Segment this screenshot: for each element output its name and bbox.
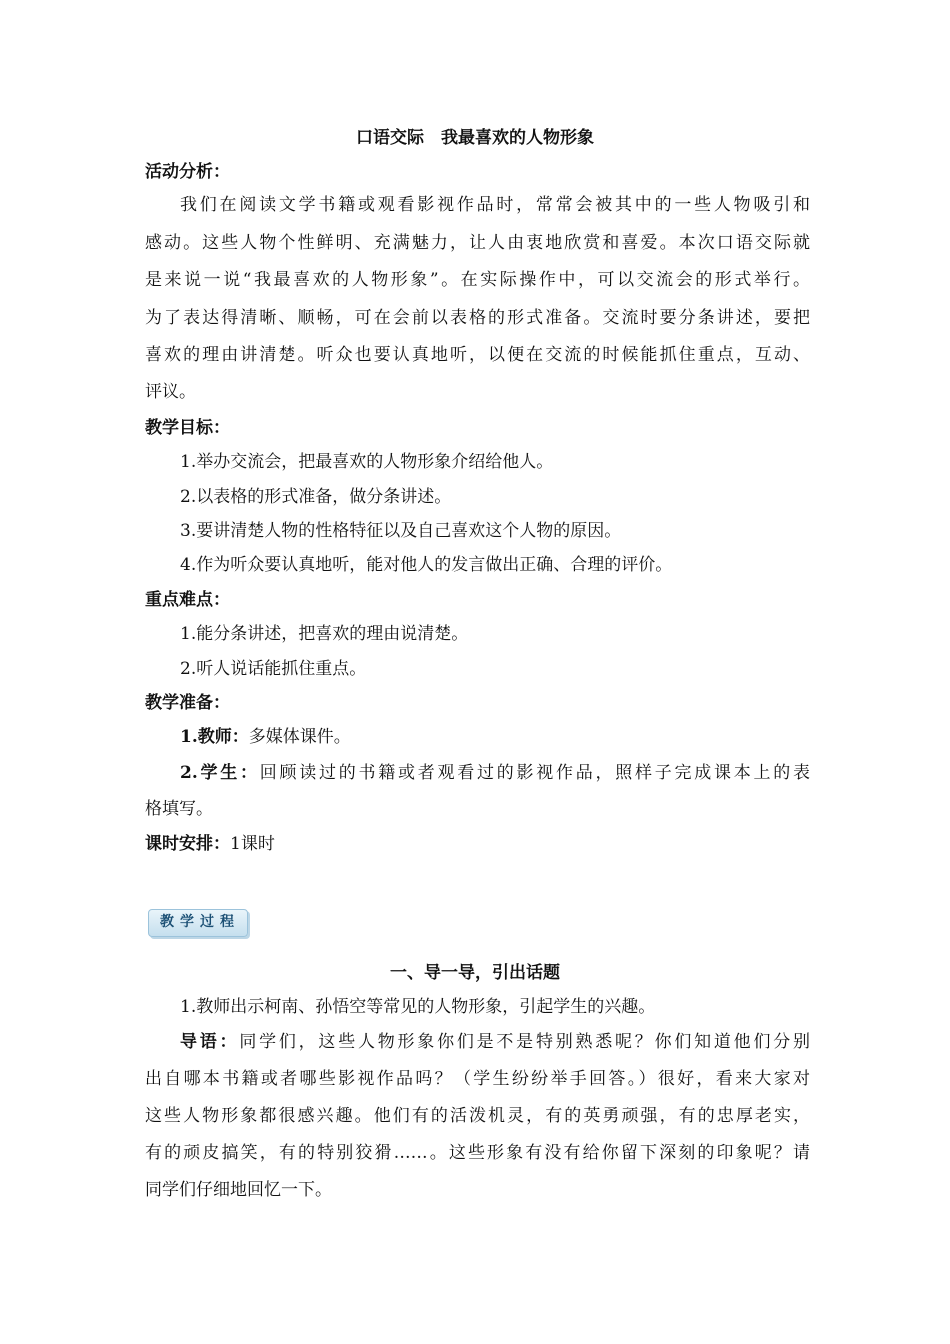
page-title: 口语交际 我最喜欢的人物形象 [356,128,594,148]
goal-item: 4.作为听众要认真地听，能对他人的发言做出正确、合理的评价。 [180,555,673,575]
goal-item: 3.要讲清楚人物的性格特征以及自己喜欢这个人物的原因。 [180,521,622,541]
goal-item: 2.以表格的形式准备，做分条讲述。 [180,487,452,507]
prep-teacher [180,725,810,749]
keypoint-item: 1.能分条讲述，把喜欢的理由说清楚。 [180,624,469,644]
part1-guide [180,1030,810,1054]
guide-line: 出自哪本书籍或者哪些影视作品吗？（学生纷纷举手回答。）很好，看来大家对 [145,1069,810,1089]
analysis-line: 是来说一说“我最喜欢的人物形象”。在实际操作中，可以交流会的形式举行。 [145,270,810,290]
prep-teacher-label: 1.教师： [180,727,249,747]
prep-student-label: 2.学生： [180,763,260,783]
guide-text: 同学们，这些人物形象你们是不是特别熟悉呢？你们知道他们分别 [239,1032,811,1052]
guide-line: 有的顽皮搞笑，有的特别狡猾……。这些形象有没有给你留下深刻的印象呢？请 [145,1143,810,1163]
prep-heading: 教学准备： [145,693,230,713]
part1-step1: 1.教师出示柯南、孙悟空等常见的人物形象，引起学生的兴趣。 [180,997,656,1017]
schedule-label: 课时安排： [145,834,230,854]
prep-teacher-text: 多媒体课件。 [248,727,351,747]
analysis-heading: 活动分析： [145,162,230,182]
analysis-line: 为了表达得清晰、顺畅，可在会前以表格的形式准备。交流时要分条讲述，要把 [145,308,810,328]
part1-heading: 一、导一导，引出话题 [390,963,560,983]
analysis-line: 喜欢的理由讲清楚。听众也要认真地听，以便在交流的时候能抓住重点，互动、 [145,345,810,365]
schedule-value: 1课时 [230,834,275,854]
guide-label: 导语： [180,1032,240,1052]
analysis-line: 评议。 [145,382,196,402]
prep-student [180,761,810,785]
goal-item: 1.举办交流会，把最喜欢的人物形象介绍给他人。 [180,452,554,472]
keypoint-item: 2.听人说话能抓住重点。 [180,659,367,679]
guide-line: 同学们仔细地回忆一下。 [145,1180,332,1200]
prep-student-cont: 格填写。 [145,799,213,819]
process-badge-text: 教学过程 [160,914,240,930]
goals-heading: 教学目标： [145,418,230,438]
schedule [145,832,810,856]
analysis-line: 感动。这些人物个性鲜明、充满魅力，让人由衷地欣赏和喜爱。本次口语交际就 [145,233,810,253]
analysis-line: 我们在阅读文学书籍或观看影视作品时，常常会被其中的一些人物吸引和 [180,195,810,215]
prep-student-text: 回顾读过的书籍或者观看过的影视作品，照样子完成课本上的表 [259,763,810,783]
guide-line: 这些人物形象都很感兴趣。他们有的活泼机灵，有的英勇顽强，有的忠厚老实， [145,1106,810,1126]
process-badge [148,909,248,937]
keypoints-heading: 重点难点： [145,590,230,610]
